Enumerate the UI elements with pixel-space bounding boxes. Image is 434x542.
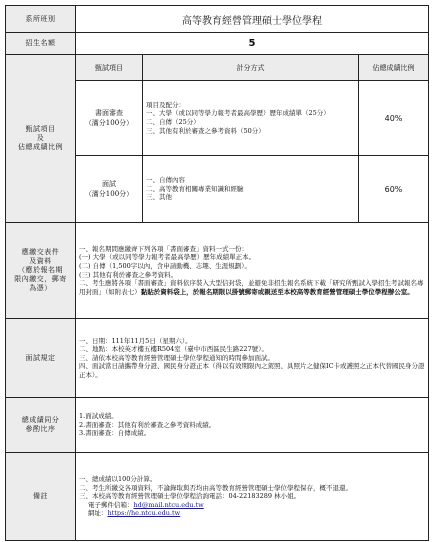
quota-label: 招生名額 — [6, 33, 76, 55]
item-name: 書面審查 — [95, 109, 123, 117]
tiebreak-label-line: 總成績同分 — [21, 416, 60, 424]
quota-value: 5 — [76, 33, 429, 55]
documents-item: (二) 自傳（1,500字以內，含申請動機、志趣、生涯規劃）。 — [79, 261, 251, 270]
documents-label-line: 及資料 — [29, 257, 52, 265]
email-label: 電子郵件信箱： — [88, 500, 134, 509]
remarks-row — [6, 453, 429, 541]
documents-label-line: 應繳交表件 — [21, 248, 60, 256]
scoring-label-line: 佔總成績比例 — [18, 143, 63, 151]
quota-row — [6, 33, 429, 55]
method-line: 一、大學（或以同等學力報考者最高學歷）歷年成績單（25分） — [146, 109, 330, 118]
remarks-site-line — [79, 509, 425, 518]
item-max: （滿分100分） — [84, 190, 134, 198]
col-item-header: 甄試項目 — [76, 55, 143, 81]
remarks-line: 三、本校高等教育經營管理碩士學位學程洽詢電話：04-22183289 林小姐。 — [79, 492, 301, 501]
col-method-header: 計分方式 — [143, 55, 359, 81]
tiebreak-line: 2.書面審查：其他有利於審查之參考資料成績。 — [79, 420, 216, 429]
documents-label-line: 限內繳交，郵寄 — [14, 275, 67, 283]
documents-item: (一) 大學（或以同等學力報考者最高學歷）歷年成績單正本。 — [79, 253, 256, 262]
method-line: 項目及配分： — [146, 100, 185, 109]
scoring-section-label — [6, 55, 76, 223]
remarks-label: 備註 — [6, 453, 76, 541]
tiebreak-label-line: 參酌比序 — [25, 425, 56, 433]
scoring-label-line: 甄試項目 — [25, 125, 56, 133]
ratio-interview: 60% — [359, 156, 429, 223]
interview-line: 四、面試當日請攜帶身分證、國民身分證正本（得以有效期限內之駕照、具照片之健保IC卡或護照之正本代替國民身分證正本）。 — [79, 362, 425, 379]
interview-line: 二、地點：本校英才樓五樓R504室（臺中市西區民生路227號）。 — [79, 345, 268, 354]
documents-label-line: 為憑） — [29, 284, 52, 292]
tiebreak-content — [76, 398, 429, 453]
item-max: （滿分100分） — [84, 119, 134, 127]
tiebreak-row — [6, 398, 429, 453]
remarks-line: 二、考生所繳交各項資料，不論錄取與否均由高等教育經營管理碩士學位學程保存，概不退還。 — [79, 483, 352, 492]
method-line: 三、其他 — [146, 193, 172, 202]
site-link[interactable]: https://he.ntcu.edu.tw — [107, 509, 181, 518]
dept-label: 系所班別 — [6, 6, 76, 33]
documents-intro: 一、報名期間應繳齊下列各項「書面審查」資料一式一份： — [79, 244, 248, 253]
site-label: 網址： — [88, 509, 108, 518]
documents-note-a: 二、考生應將各項「書面審查」資料依序裝入大型信封袋，並避免非招生報名系統下載「研究所甄試入學招生考試報名專用封面」（如附表七） — [79, 279, 424, 296]
interview-line: 三、請依本校高等教育經營管理碩士學位學程通知的時間參加面試。 — [79, 353, 274, 362]
interview-label: 面試規定 — [6, 319, 76, 398]
method-written — [143, 81, 359, 156]
remarks-line: 一、總成績以100分計算。 — [79, 475, 157, 484]
documents-note-b: 黏貼於資料袋上，於報名期限以掛號郵寄或親送至本校高等教育經營管理碩士學位學程辦公室。 — [140, 287, 414, 296]
method-line: 一、自傳內容 — [146, 176, 185, 185]
documents-note — [79, 279, 425, 296]
admission-table — [5, 5, 429, 541]
method-line: 二、高等教育相關專業知識和經驗 — [146, 184, 244, 193]
method-line: 二、自傳（25分） — [146, 118, 200, 126]
tiebreak-label — [6, 398, 76, 453]
documents-row — [6, 223, 429, 319]
scoring-label-line: 及 — [36, 134, 45, 142]
documents-label-line: （應於報名期 — [18, 266, 63, 274]
ratio-written: 40% — [359, 81, 429, 156]
method-interview — [143, 156, 359, 223]
dept-value: 高等教育經營管理碩士學位學程 — [76, 6, 429, 33]
interview-content — [76, 319, 429, 398]
interview-row — [6, 319, 429, 398]
col-ratio-header: 佔總成績比例 — [359, 55, 429, 81]
item-name: 面試 — [102, 180, 116, 188]
documents-item: (三) 其他有利於審查之參考資料。 — [79, 270, 178, 279]
item-written — [76, 81, 143, 156]
tiebreak-line: 1.面試成績。 — [79, 412, 118, 421]
dept-row — [6, 6, 429, 33]
method-line: 三、其他有利於審查之參考資料（50分） — [146, 126, 265, 135]
tiebreak-line: 3.書面審查：自傳成績。 — [79, 429, 151, 438]
email-link[interactable]: hd@mail.ntcu.edu.tw — [133, 500, 204, 509]
interview-line: 一、日期：111年11月5日（星期六）。 — [79, 336, 192, 345]
documents-label — [6, 223, 76, 319]
documents-content — [76, 223, 429, 319]
item-interview — [76, 156, 143, 223]
remarks-content — [76, 453, 429, 541]
scoring-header-row — [6, 55, 429, 81]
